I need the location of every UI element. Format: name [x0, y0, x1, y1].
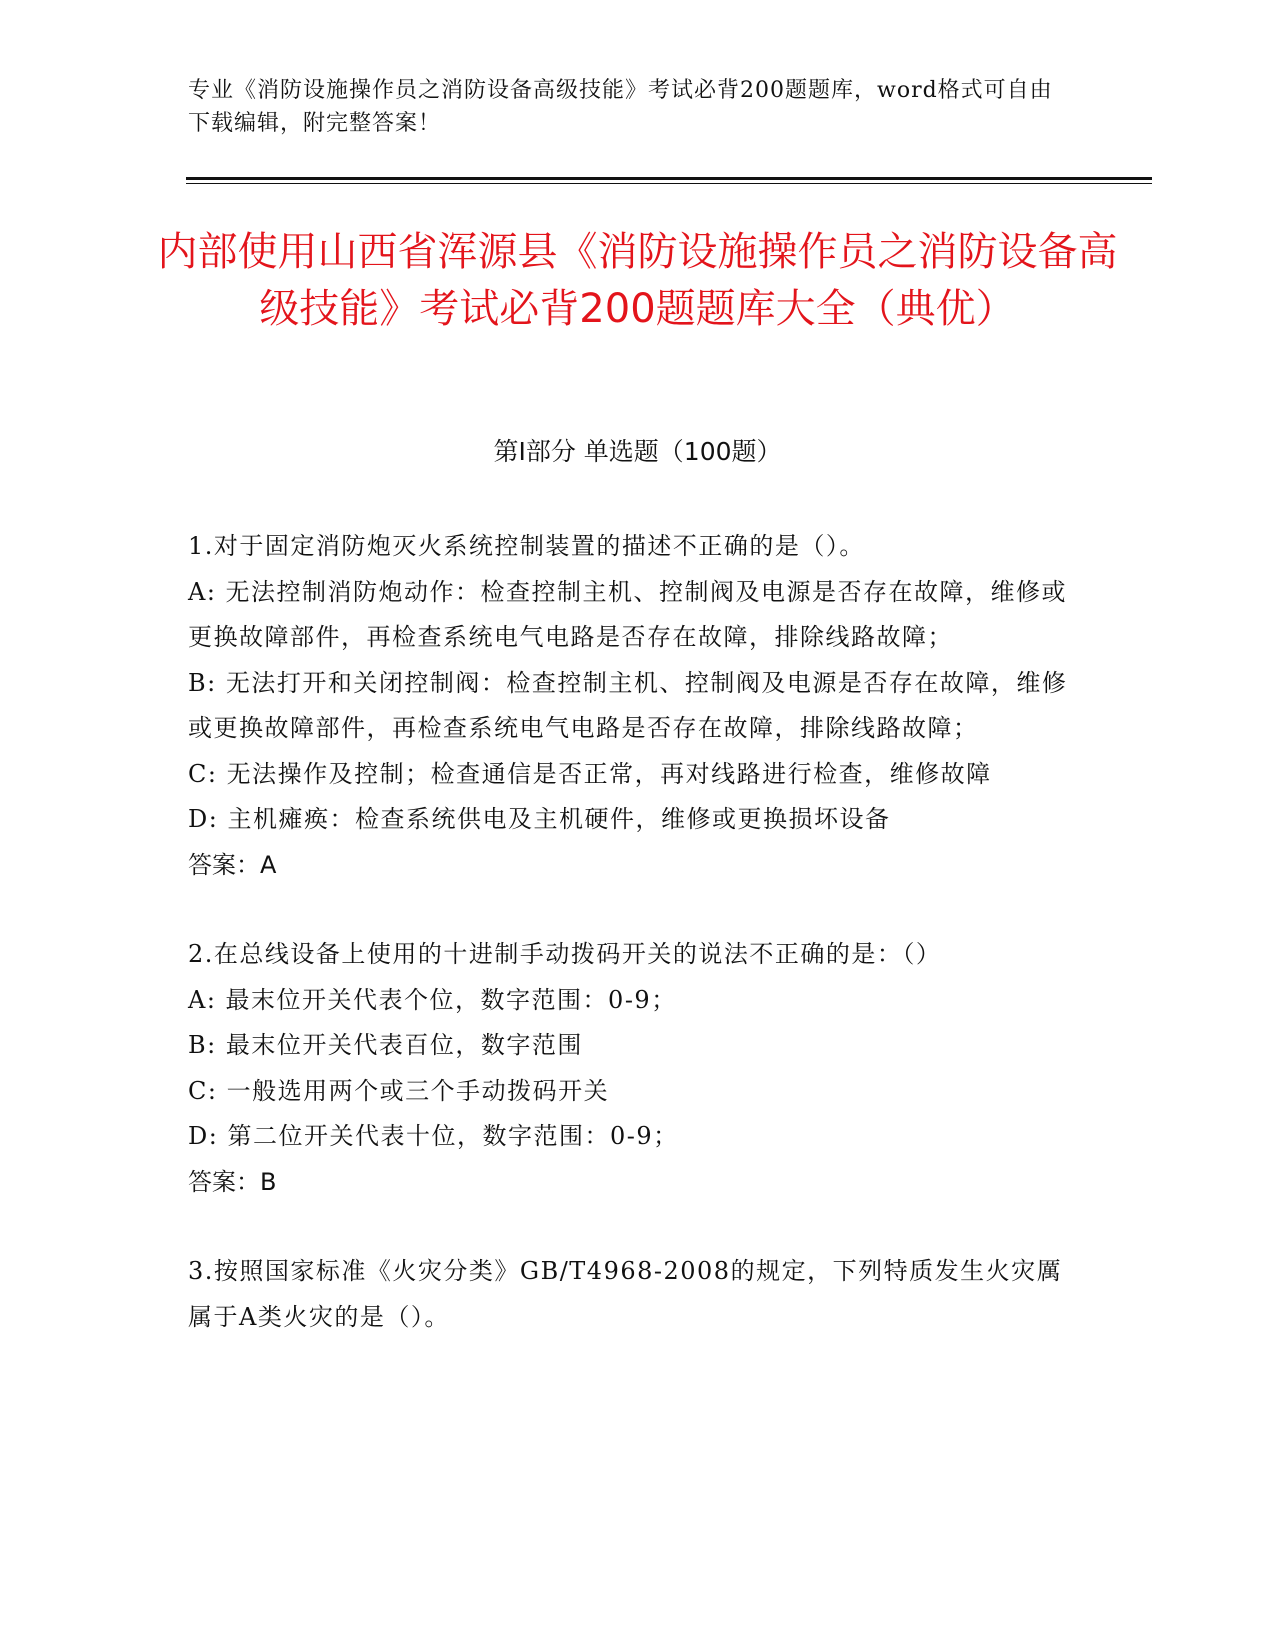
option-a: A: 无法控制消防炮动作：检查控制主机、控制阀及电源是否存在故障，维修或更换故障部件，再检查系统电气电路是否存在故障，排除线路故障； — [188, 577, 1068, 651]
question-text: 1.对于固定消防炮灭火系统控制装置的描述不正确的是（）。 — [188, 532, 865, 560]
header-rule-thick — [186, 177, 1152, 180]
header-rule-thin — [186, 183, 1152, 184]
answer: 答案：A — [188, 850, 277, 879]
option-c: C: 无法操作及控制；检查通信是否正常，再对线路进行检查，维修故障 — [188, 759, 992, 788]
document-title: 内部使用山西省浑源县《消防设施操作员之消防设备高级技能》考试必背200题题库大全（典优） — [157, 229, 1118, 332]
question-3 — [188, 1249, 1078, 1340]
question-list — [188, 524, 1078, 1384]
section-title: 第I部分 单选题（100题） — [493, 437, 782, 466]
question-text: 2.在总线设备上使用的十进制手动拨码开关的说法不正确的是：（） — [188, 940, 942, 968]
option-d: D: 主机瘫痪：检查系统供电及主机硬件，维修或更换损坏设备 — [188, 805, 891, 833]
question-text: 3.按照国家标准《火灾分类》GB/T4968-2008的规定，下列特质发生火灾厲属于A类火灾的是（）。 — [188, 1257, 1063, 1331]
option-a: A: 最末位开关代表个位，数字范围：0-9； — [188, 985, 677, 1014]
question-1 — [188, 524, 1078, 888]
answer: 答案：B — [188, 1167, 277, 1196]
option-b: B: 无法打开和关闭控制阀：检查控制主机、控制阀及电源是否存在故障，维修或更换故障部件，再检查系统电气电路是否存在故障，排除线路故障； — [188, 668, 1068, 742]
option-d: D: 第二位开关代表十位，数字范围：0-9； — [188, 1122, 679, 1150]
question-2 — [188, 932, 1078, 1205]
option-b: B: 最末位开关代表百位，数字范围 — [188, 1031, 583, 1059]
header-note: 专业《消防设施操作员之消防设备高级技能》考试必背200题题库，word格式可自由下载编辑，附完整答案！ — [188, 78, 1053, 136]
option-c: C: 一般选用两个或三个手动拨码开关 — [188, 1076, 610, 1105]
